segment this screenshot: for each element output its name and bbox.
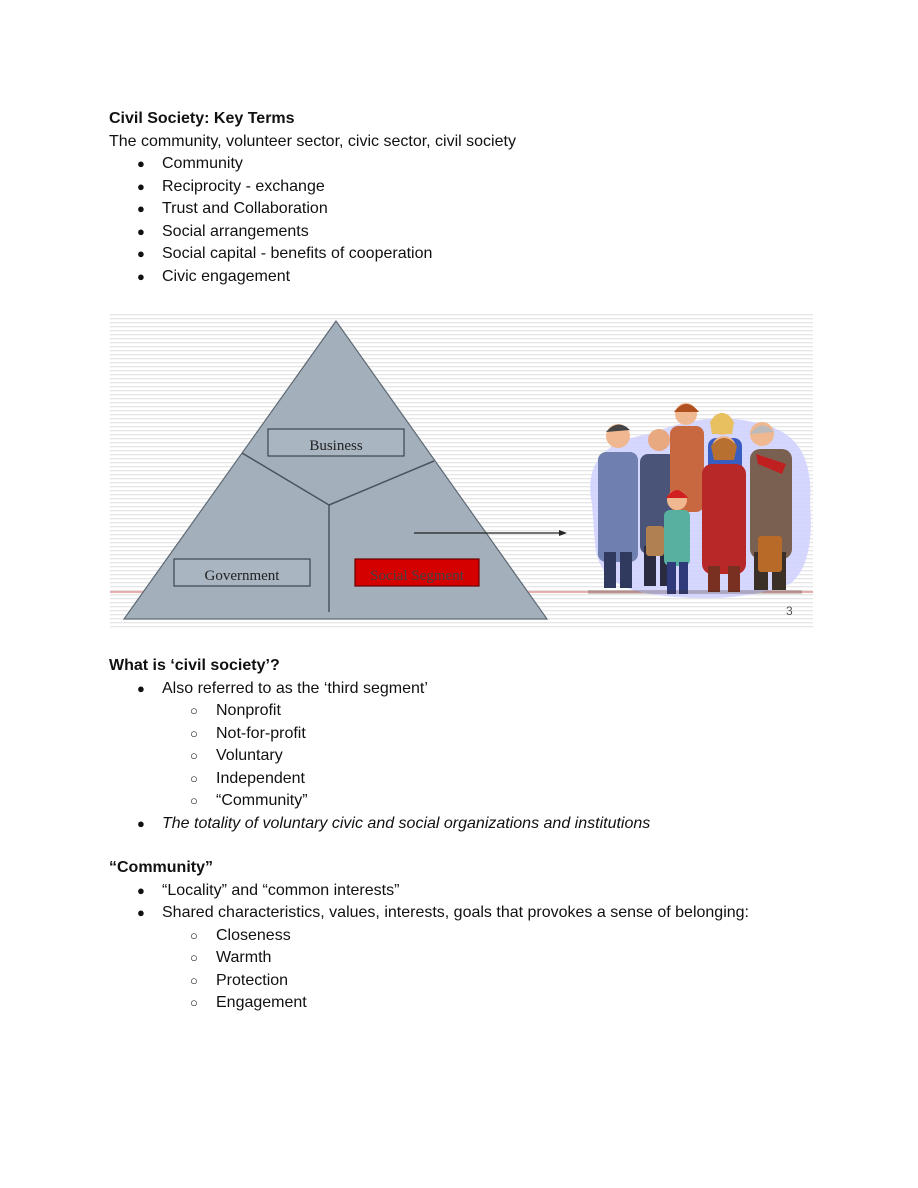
- list-item: ● Also referred to as the ‘third segment’: [109, 678, 829, 701]
- list-item: ● Social capital - benefits of cooperation: [109, 243, 829, 266]
- society-pyramid-figure: [110, 314, 813, 628]
- list-item: ● Community: [109, 153, 829, 176]
- section-title: Civil Society: Key Terms: [109, 110, 295, 127]
- list-item: ● Reciprocity - exchange: [109, 176, 829, 199]
- social-segment-label: Social Segment: [370, 568, 464, 584]
- list-item: ● Trust and Collaboration: [109, 198, 829, 221]
- list-subitem: ○ Engagement: [109, 992, 829, 1015]
- slide-number: 3: [786, 604, 793, 618]
- key-terms-list: [109, 153, 829, 288]
- section-title: “Community”: [109, 859, 213, 876]
- list-subitem: ○ Nonprofit: [109, 700, 829, 723]
- list-item: ● Social arrangements: [109, 221, 829, 244]
- list-subitem: ○ Not-for-profit: [109, 723, 829, 746]
- list-subitem: ○ Closeness: [109, 925, 829, 948]
- section-community: [109, 857, 829, 1015]
- list-item: ● The totality of voluntary civic and social organizations and institutions: [109, 813, 829, 836]
- list-subitem: ○ Independent: [109, 768, 829, 791]
- government-label: Government: [204, 568, 280, 584]
- business-label: Business: [309, 438, 363, 454]
- section-intro: The community, volunteer sector, civic sector, civil society: [109, 132, 516, 150]
- list-subitem: ○ Voluntary: [109, 745, 829, 768]
- section-civil-society: [109, 655, 829, 835]
- list-subitem: ○ “Community”: [109, 790, 829, 813]
- section-key-terms: [109, 108, 829, 288]
- section-title: What is ‘civil society’?: [109, 657, 280, 674]
- list-subitem: ○ Warmth: [109, 947, 829, 970]
- pyramid-diagram: [110, 314, 813, 628]
- list-item: ● “Locality” and “common interests”: [109, 880, 829, 903]
- community-list: [109, 880, 829, 1015]
- list-item: ● Civic engagement: [109, 266, 829, 289]
- list-item: ● Shared characteristics, values, interests, goals that provokes a sense of belonging:: [109, 902, 829, 925]
- list-subitem: ○ Protection: [109, 970, 829, 993]
- people-group-illustration: [588, 403, 811, 598]
- civil-society-list: [109, 678, 829, 836]
